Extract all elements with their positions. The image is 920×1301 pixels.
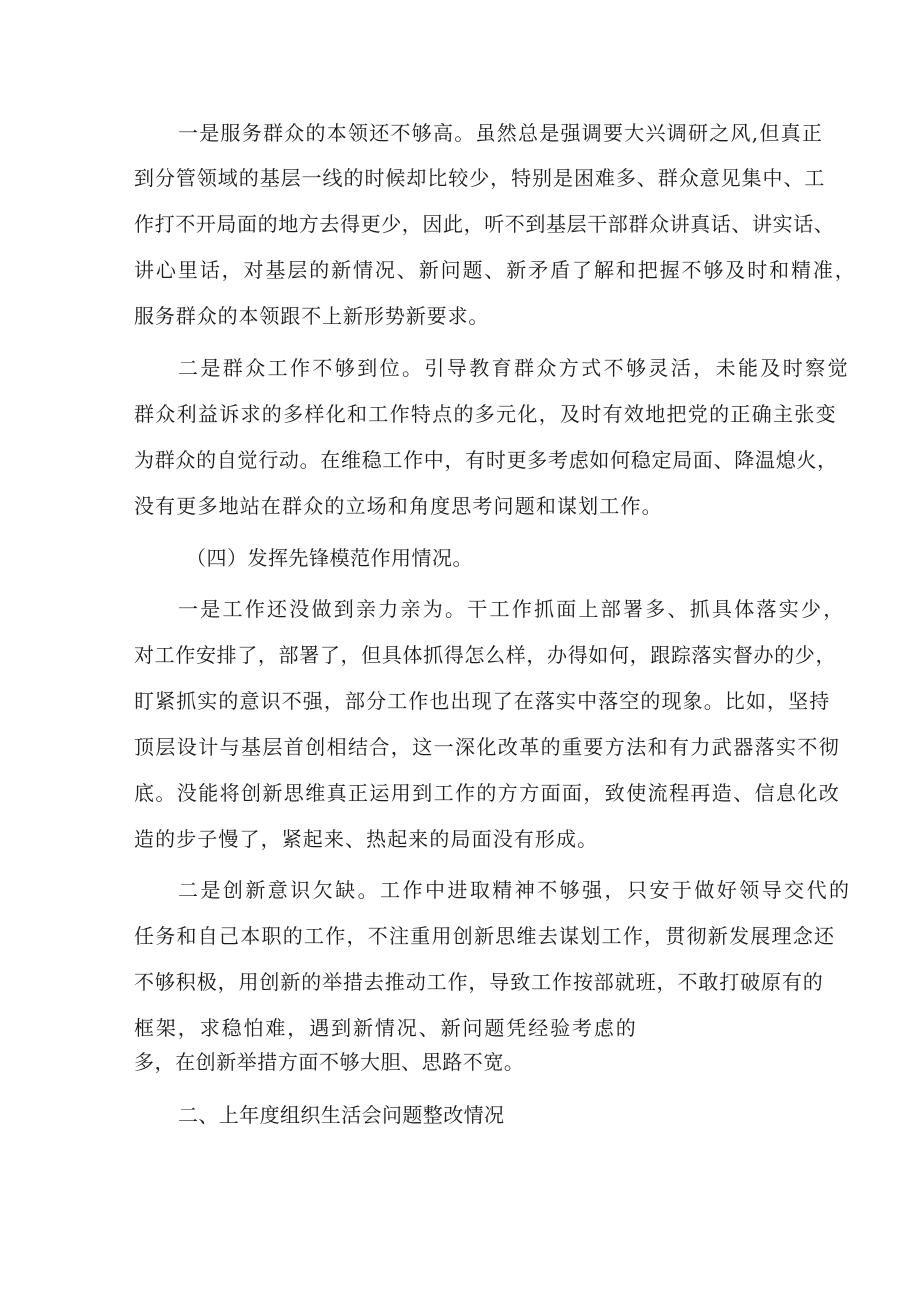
- para-3-line-1: 一是工作还没做到亲力亲为。干工作抓面上部署多、抓具体落实少，: [178, 597, 846, 621]
- para-4-line-4: 框架，求稳怕难，遇到新情况、新问题凭经验考虑的: [134, 1016, 638, 1040]
- para-1-line-1: 一是服务群众的本领还不够高。虽然总是强调要大兴调研之风,但真正: [178, 121, 824, 145]
- para-1-line-2: 到分管领域的基层一线的时候却比较少，特别是困难多、群众意见集中、工: [134, 166, 826, 190]
- para-1-line-3: 作打不开局面的地方去得更少，因此，听不到基层干部群众讲真话、讲实话、: [134, 212, 835, 236]
- para-3-line-3: 盯紧抓实的意识不强，部分工作也出现了在落实中落空的现象。比如，坚持: [134, 689, 831, 713]
- para-2-line-2: 群众利益诉求的多样化和工作特点的多元化，及时有效地把党的正确主张变: [134, 402, 837, 426]
- para-3-line-6: 造的步子慢了，紧起来、热起来的局面没有形成。: [134, 827, 599, 851]
- para-4-line-5: 多，在创新举措方面不够大胆、思路不宽。: [134, 1050, 525, 1074]
- section-heading-2: 二、上年度组织生活会问题整改情况: [178, 1103, 505, 1127]
- para-2-line-4: 没有更多地站在群众的立场和角度思考问题和谋划工作。: [134, 494, 663, 518]
- para-3-line-4: 顶层设计与基层首创相结合，这一深化改革的重要方法和有力武器落实不彻: [134, 735, 841, 759]
- para-4-line-1: 二是创新意识欠缺。工作中进取精神不够强，只安于做好领导交代的: [178, 878, 852, 902]
- para-4-line-2: 任务和自己本职的工作，不注重用创新思维去谋划工作，贯彻新发展理念还: [134, 924, 836, 948]
- para-2-line-1: 二是群众工作不够到位。引导教育群众方式不够灵活，未能及时察觉: [178, 356, 850, 380]
- para-2-line-3: 为群众的自觉行动。在维稳工作中，有时更多考虑如何稳定局面、降温熄火，: [134, 448, 838, 472]
- para-4-line-3: 不够积极，用创新的举措去推动工作，导致工作按部就班，不敢打破原有的: [134, 970, 824, 994]
- section-heading-4: （四）发挥先锋模范作用情况。: [186, 546, 473, 570]
- para-1-line-4: 讲心里话，对基层的新情况、新问题、新矛盾了解和把握不够及时和精准，: [134, 258, 857, 282]
- para-3-line-5: 底。没能将创新思维真正运用到工作的方方面面，致使流程再造、信息化改: [134, 781, 841, 805]
- para-3-line-2: 对工作安排了，部署了，但具体抓得怎么样，办得如何，跟踪落实督办的少，: [134, 643, 837, 667]
- para-1-line-5: 服务群众的本领跟不上新形势新要求。: [134, 304, 490, 328]
